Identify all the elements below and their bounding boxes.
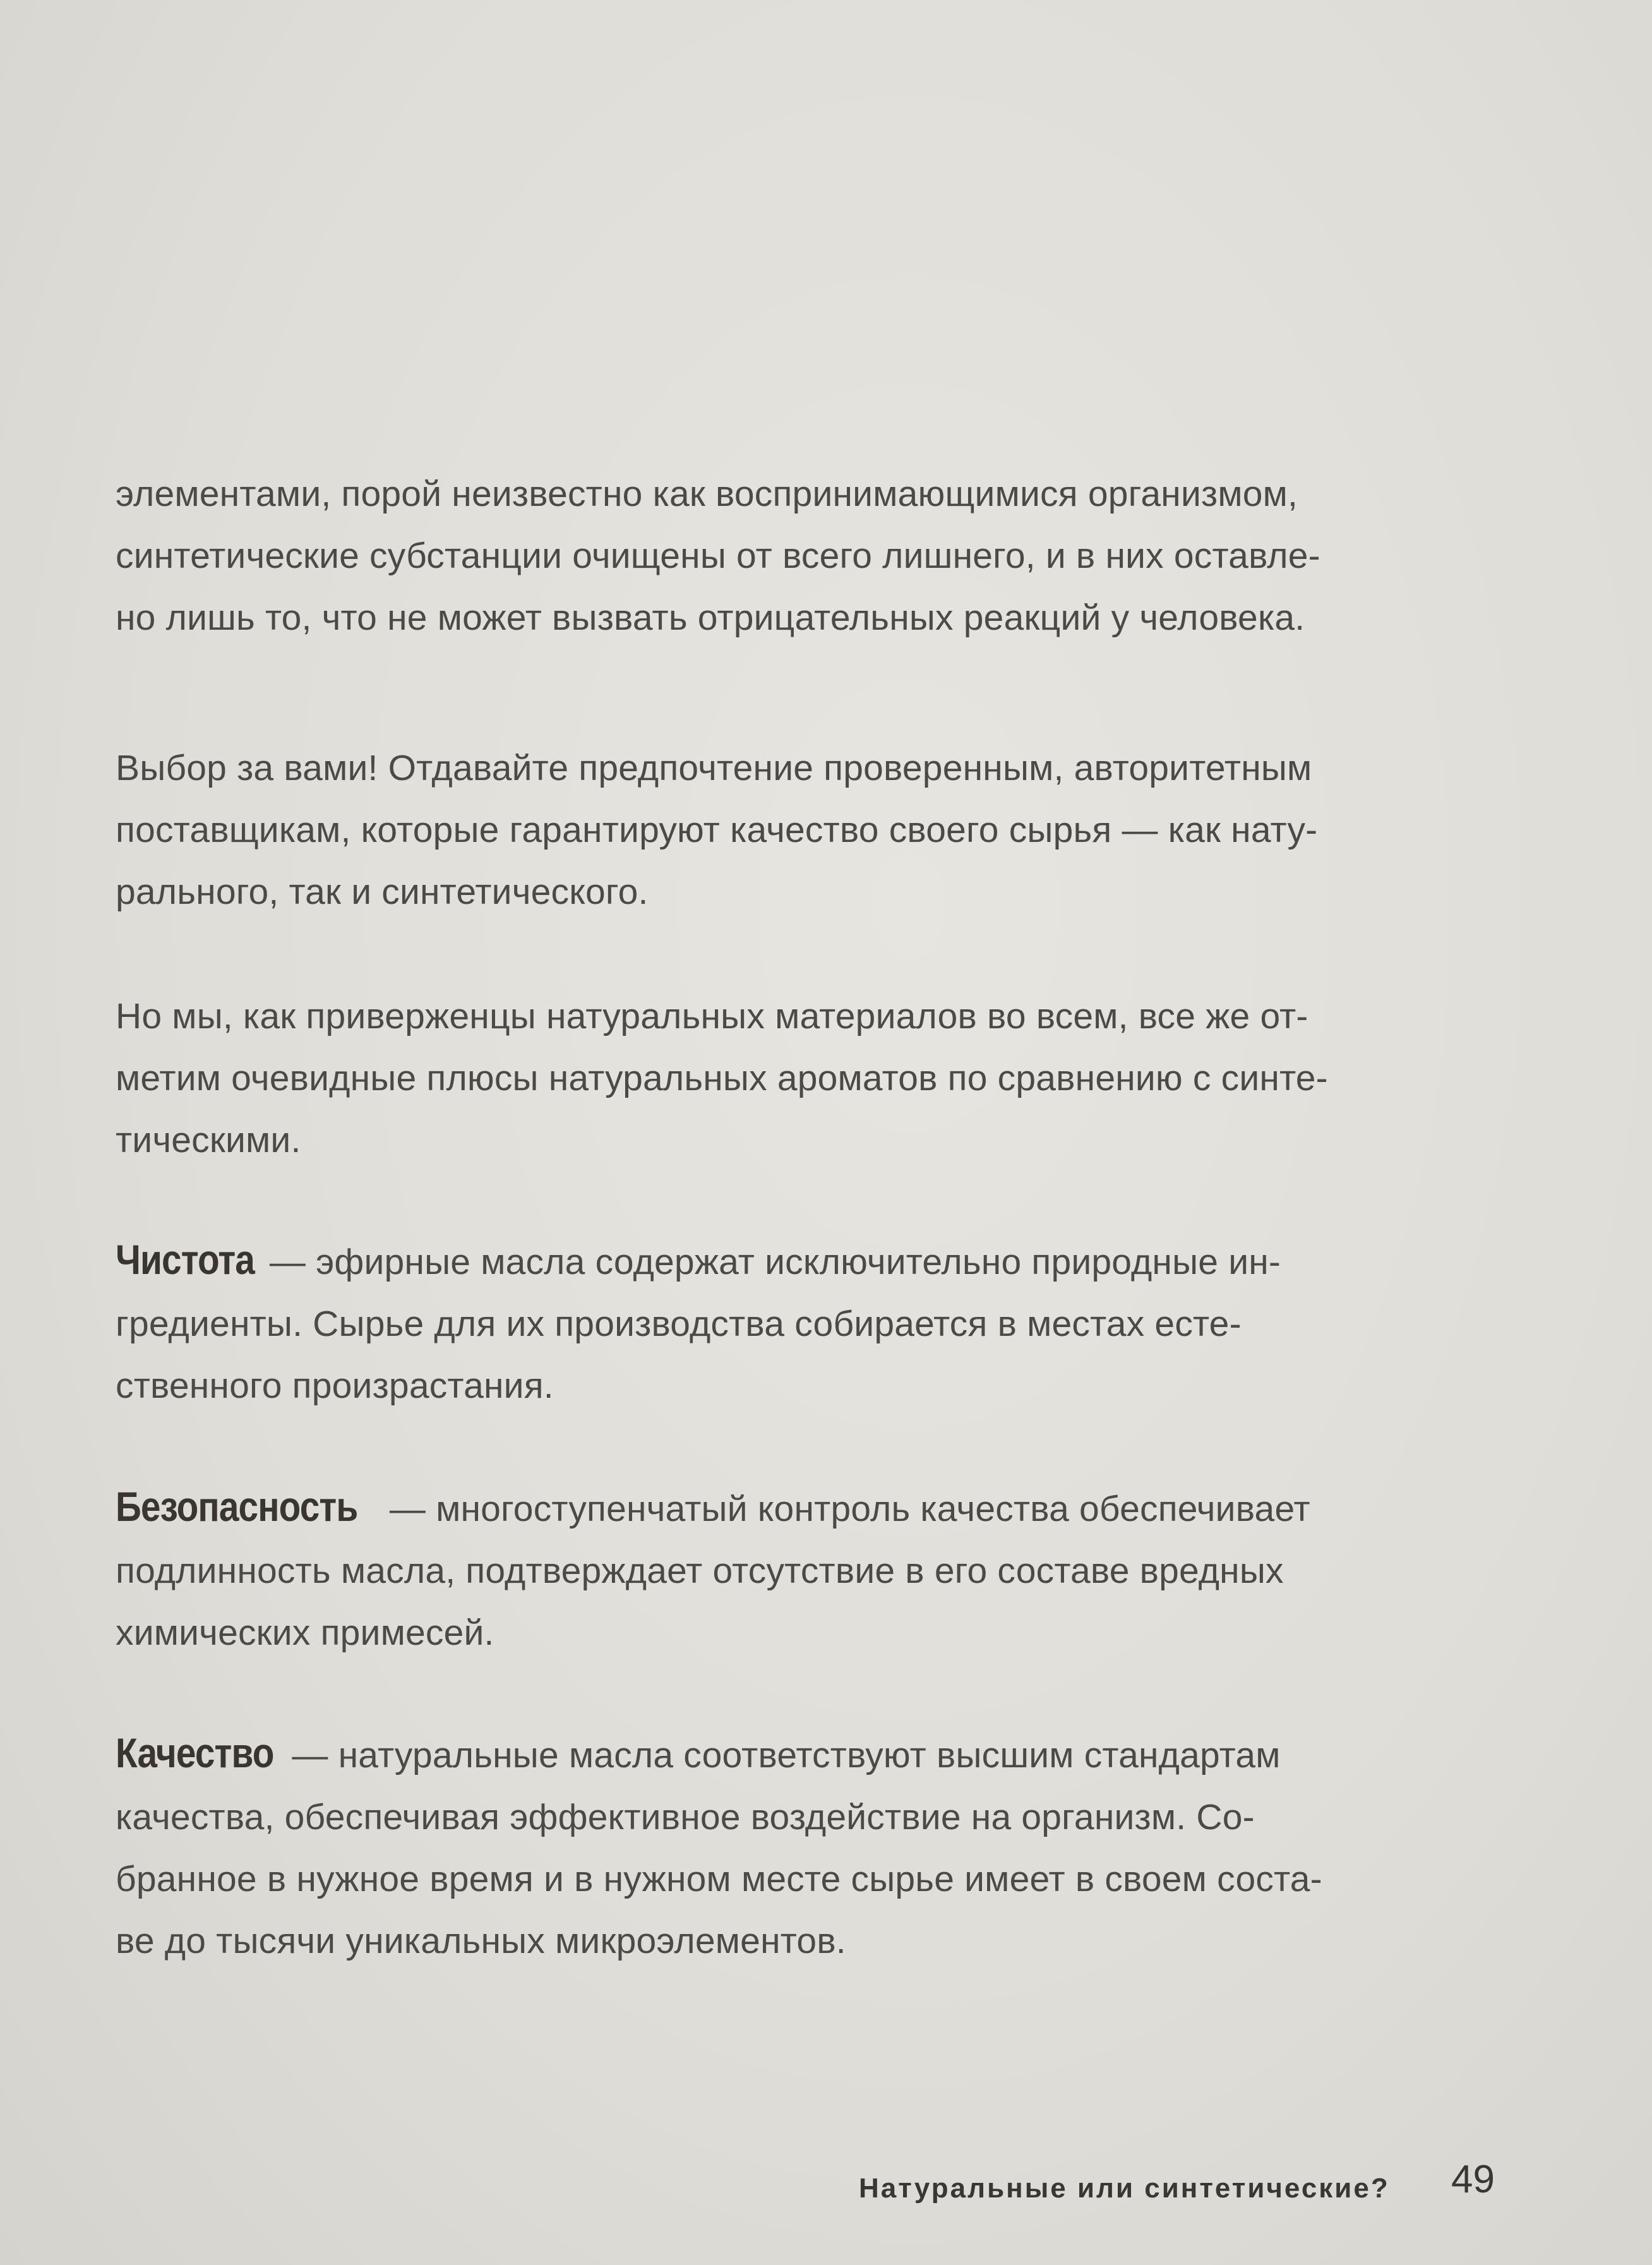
- page-number: 49: [1451, 2158, 1495, 2201]
- benefit-line: ве до тысячи уникальных микроэлементов.: [116, 1921, 846, 1961]
- benefit-first-line: [116, 1722, 1454, 1786]
- benefit-term: Чистота: [116, 1236, 254, 1283]
- paragraph-line: Выбор за вами! Отдавайте предпочтение проверенным, авторитетным: [116, 748, 1312, 788]
- paragraph-line: метим очевидные плюсы натуральных ароматов по сравнению с синте-: [116, 1058, 1328, 1098]
- benefit-text: — натуральные масла соответствуют высшим стандартам: [282, 1735, 1281, 1775]
- benefit-text: — многоступенчатый контроль качества обеспечивает: [379, 1489, 1310, 1529]
- running-title: Натуральные или синтетические?: [859, 2173, 1390, 2204]
- benefit-line: химических примесей.: [116, 1613, 494, 1653]
- benefit-purity: [116, 1229, 1454, 1417]
- paragraph-1: [116, 463, 1454, 649]
- benefit-line: ственного произрастания.: [116, 1366, 554, 1406]
- benefit-quality: [116, 1722, 1454, 1972]
- benefit-line: качества, обеспечивая эффективное воздействие на организм. Со-: [116, 1797, 1255, 1837]
- benefit-term: Безопасность: [116, 1483, 358, 1530]
- benefit-line: бранное в нужное время и в нужном месте сырье имеет в своем соста-: [116, 1859, 1322, 1899]
- paragraph-line: поставщикам, которые гарантируют качество своего сырья — как нату-: [116, 810, 1318, 850]
- benefit-line: гредиенты. Сырье для их производства собирается в местах есте-: [116, 1304, 1242, 1344]
- benefit-text: — эфирные масла содержат исключительно природные ин-: [259, 1242, 1281, 1282]
- benefit-first-line: [116, 1475, 1454, 1540]
- benefit-line: подлинность масла, подтверждает отсутствие в его составе вредных: [116, 1551, 1284, 1591]
- paragraph-line: рального, так и синтетического.: [116, 872, 649, 912]
- benefit-term: Качество: [116, 1729, 274, 1776]
- benefit-first-line: [116, 1229, 1454, 1293]
- paragraph-line: Но мы, как приверженцы натуральных материалов во всем, все же от-: [116, 996, 1308, 1036]
- benefit-safety: [116, 1475, 1454, 1664]
- paragraph-line: синтетические субстанции очищены от всего лишнего, и в них оставле-: [116, 536, 1320, 576]
- paragraph-line: но лишь то, что не может вызвать отрицательных реакций у человека.: [116, 598, 1305, 638]
- paragraph-2: [116, 737, 1454, 923]
- paragraph-line: элементами, порой неизвестно как воспринимающимися организмом,: [116, 474, 1298, 514]
- paragraph-3: [116, 985, 1454, 1171]
- paragraph-line: тическими.: [116, 1120, 301, 1160]
